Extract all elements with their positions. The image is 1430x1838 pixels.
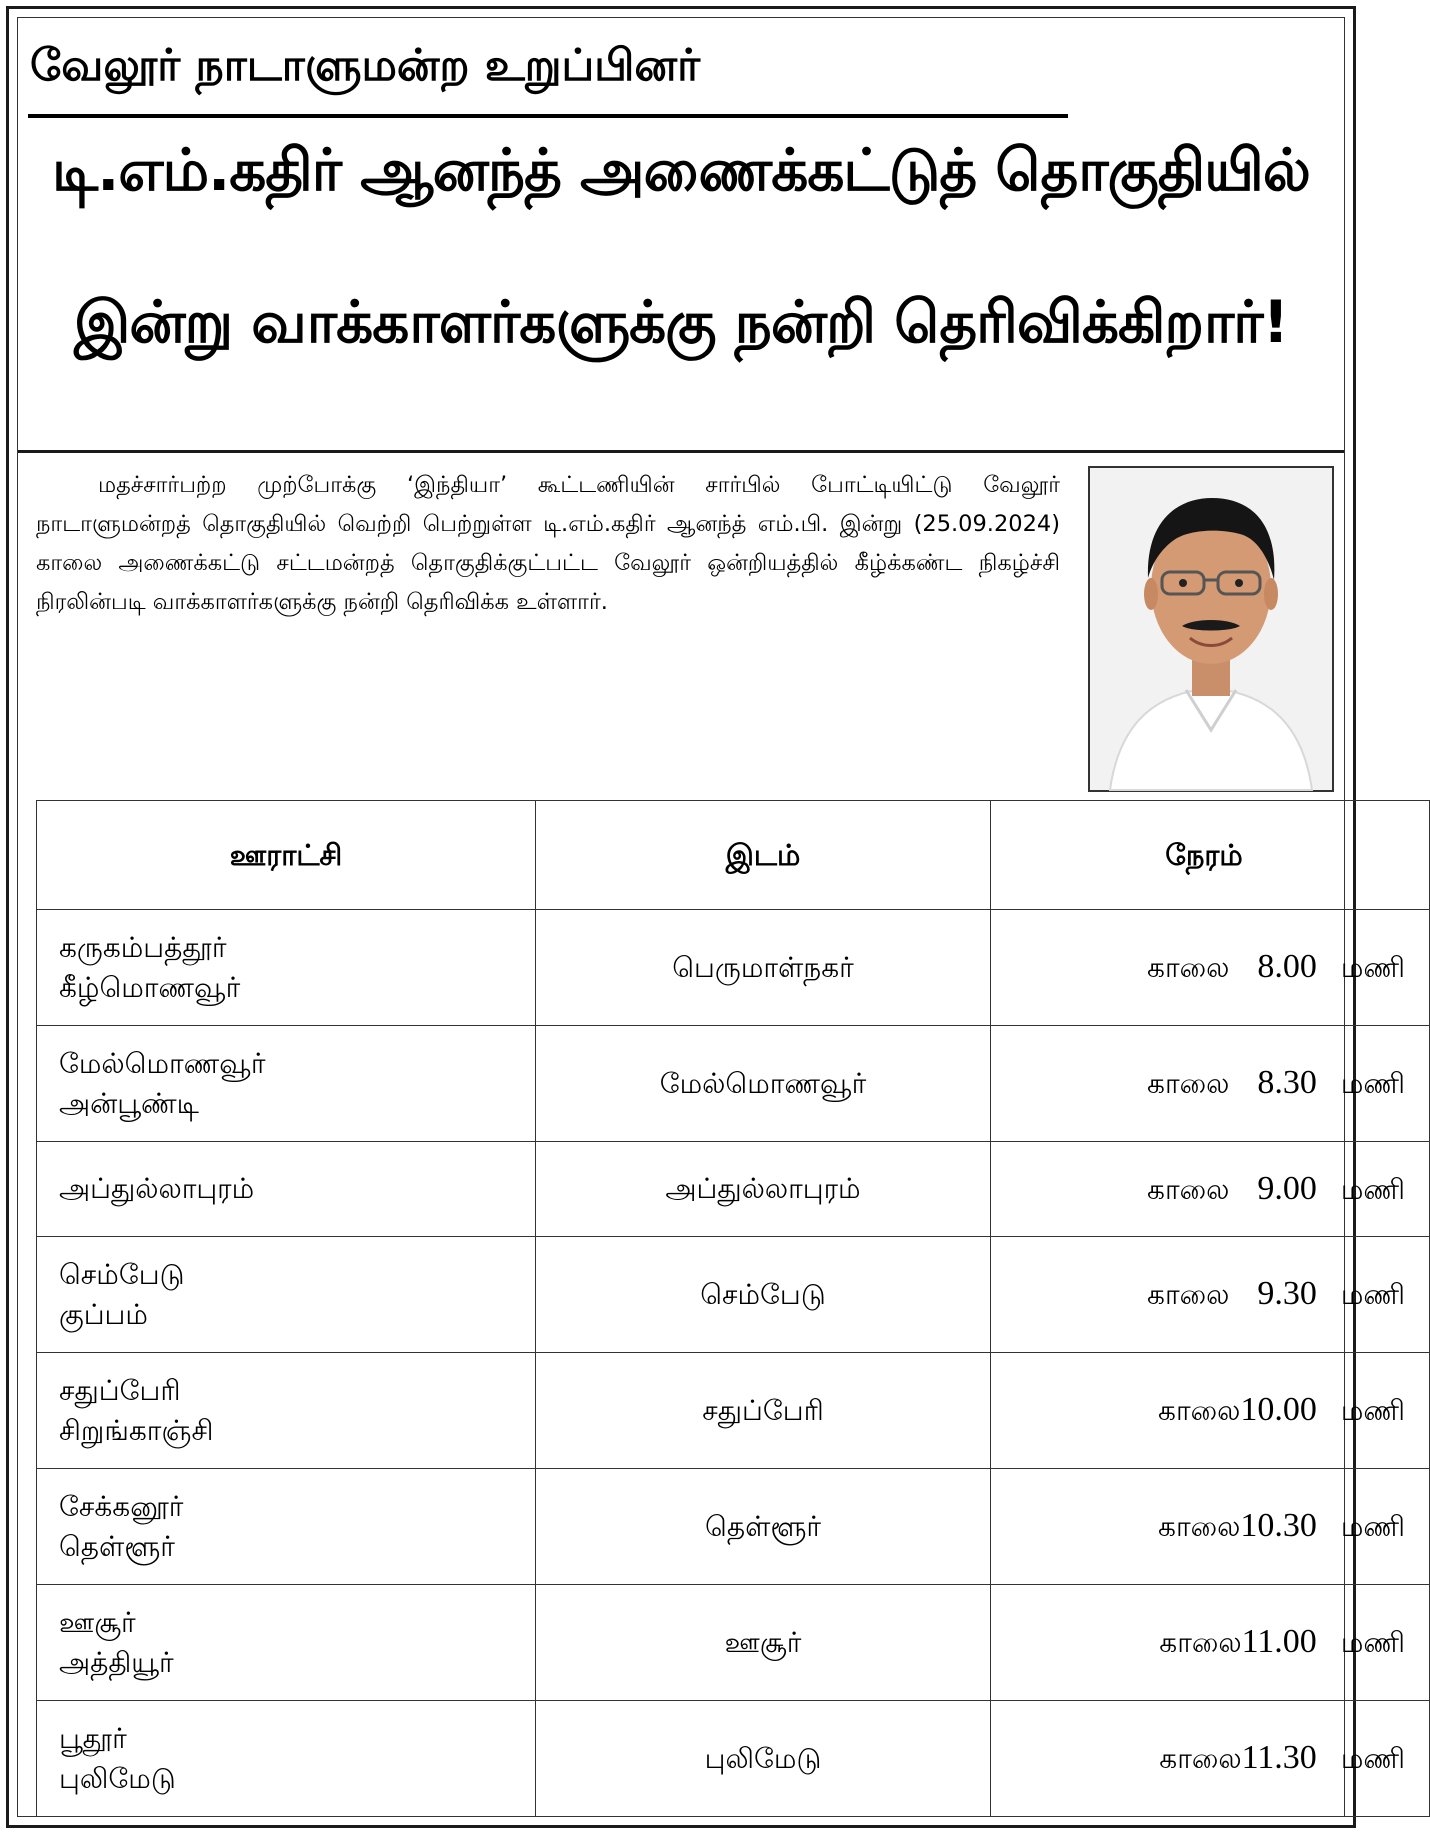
time-cell bbox=[991, 1585, 1430, 1701]
panchayat-name: சேக்கனூர் bbox=[59, 1489, 184, 1523]
table-row bbox=[37, 1353, 1430, 1469]
table-header-row bbox=[37, 801, 1430, 910]
header-box bbox=[18, 18, 1344, 453]
place-cell: பெருமாள்நகர் bbox=[536, 910, 991, 1026]
time-cell bbox=[991, 1026, 1430, 1142]
panchayat-name: கருகம்பத்தூர் bbox=[59, 930, 227, 964]
panchayat-name: சதுப்பேரி bbox=[59, 1373, 181, 1407]
time-cell bbox=[991, 1237, 1430, 1353]
panchayat-cell bbox=[37, 1585, 536, 1701]
place-cell: புலிமேடு bbox=[536, 1701, 991, 1817]
panchayat-name: அன்பூண்டி bbox=[59, 1086, 199, 1120]
mani-label: மணி bbox=[1340, 1172, 1405, 1206]
panchayat-name: பூதூர் bbox=[59, 1721, 127, 1755]
time-cell bbox=[991, 1142, 1430, 1237]
panchayat-name: கீழ்மொணவூர் bbox=[59, 970, 241, 1004]
time-cell bbox=[991, 1701, 1430, 1817]
panchayat-name: மேல்மொணவூர் bbox=[59, 1046, 266, 1080]
kaalai-label: காலை bbox=[1147, 951, 1230, 984]
place-cell: சதுப்பேரி bbox=[536, 1353, 991, 1469]
panchayat-cell bbox=[37, 1701, 536, 1817]
panchayat-name: ஊசூர் bbox=[59, 1605, 136, 1639]
panchayat-cell bbox=[37, 1469, 536, 1585]
header-panchayat: ஊராட்சி bbox=[37, 801, 536, 910]
advertisement-page bbox=[6, 6, 1405, 1828]
mani-label: மணி bbox=[1340, 1278, 1405, 1311]
kaalai-label: காலை bbox=[1158, 1394, 1241, 1427]
headline-line-1: டி.எம்.கதிர் ஆனந்த் அணைக்கட்டுத் தொகுதியில் bbox=[52, 136, 1310, 204]
panchayat-cell bbox=[37, 1142, 536, 1237]
table-row bbox=[37, 1142, 1430, 1237]
place-cell: மேல்மொணவூர் bbox=[536, 1026, 991, 1142]
panchayat-name: குப்பம் bbox=[59, 1297, 148, 1331]
panchayat-cell bbox=[37, 910, 536, 1026]
panchayat-cell bbox=[37, 1237, 536, 1353]
panchayat-name: சிறுங்காஞ்சி bbox=[59, 1413, 214, 1447]
place-cell: அப்துல்லாபுரம் bbox=[536, 1142, 991, 1237]
panchayat-name: அத்தியூர் bbox=[59, 1645, 174, 1679]
table-row bbox=[37, 1585, 1430, 1701]
table-row bbox=[37, 1237, 1430, 1353]
panchayat-name: தெள்ளூர் bbox=[59, 1529, 175, 1563]
table-row bbox=[37, 1701, 1430, 1817]
kaalai-label: காலை bbox=[1147, 1172, 1230, 1206]
table-row bbox=[37, 1026, 1430, 1142]
kaalai-label: காலை bbox=[1159, 1742, 1242, 1775]
table-row bbox=[37, 1469, 1430, 1585]
header-time: நேரம் bbox=[991, 801, 1430, 910]
inner-frame bbox=[17, 17, 1405, 1817]
kaalai-label: காலை bbox=[1158, 1510, 1241, 1543]
mani-label: மணி bbox=[1340, 1626, 1405, 1659]
time-value: 11.00 bbox=[1241, 1623, 1317, 1660]
time-value: 10.00 bbox=[1240, 1391, 1317, 1428]
mp-portrait-photo bbox=[1088, 466, 1334, 792]
mani-label: மணி bbox=[1340, 1394, 1405, 1427]
time-value: 9.30 bbox=[1257, 1275, 1317, 1312]
header-place: இடம் bbox=[536, 801, 991, 910]
place-cell: ஊசூர் bbox=[536, 1585, 991, 1701]
time-value: 10.30 bbox=[1240, 1507, 1317, 1544]
mani-label: மணி bbox=[1340, 1510, 1405, 1543]
time-value: 8.00 bbox=[1257, 948, 1317, 985]
panchayat-cell bbox=[37, 1026, 536, 1142]
subtitle: வேலூர் நாடாளுமன்ற உறுப்பினர் bbox=[30, 40, 701, 91]
panchayat-cell bbox=[37, 1353, 536, 1469]
portrait-illustration bbox=[1090, 468, 1332, 790]
time-value: 11.30 bbox=[1241, 1739, 1317, 1776]
time-value: 9.00 bbox=[1257, 1169, 1317, 1207]
intro-paragraph: மதச்சார்பற்ற முற்போக்கு ‘இந்தியா’ கூட்டணியின் சார்பில் போட்டியிட்டு வேலூர் நாடாளுமன்றத் தொகுதியில் வெற்றி பெற்றுள்ள டி.எம்.கதிர் ஆனந்த் எம்.பி. இன்று (25.09.2024) காலை அணைக்கட்டு சட்டமன்றத் தொகுதிக்குட்பட்ட வேலூர் ஒன்றியத்தில் கீழ்க்கண்ட நிகழ்ச்சி நிரலின்படி வாக்காளர்களுக்கு நன்றி தெரிவிக்க உள்ளார். bbox=[36, 472, 1060, 615]
time-cell bbox=[991, 1469, 1430, 1585]
kaalai-label: காலை bbox=[1159, 1626, 1242, 1659]
time-cell bbox=[991, 910, 1430, 1026]
mani-label: மணி bbox=[1340, 1067, 1405, 1100]
mani-label: மணி bbox=[1340, 1742, 1405, 1775]
panchayat-name: புலிமேடு bbox=[59, 1761, 176, 1795]
kaalai-label: காலை bbox=[1147, 1067, 1230, 1100]
headline-line-2: இன்று வாக்காளர்களுக்கு நன்றி தெரிவிக்கிறார்! bbox=[73, 288, 1289, 356]
kaalai-label: காலை bbox=[1147, 1278, 1230, 1311]
panchayat-name: அப்துல்லாபுரம் bbox=[59, 1172, 255, 1205]
panchayat-name: செம்பேடு bbox=[59, 1257, 185, 1291]
mani-label: மணி bbox=[1340, 951, 1405, 984]
place-cell: செம்பேடு bbox=[536, 1237, 991, 1353]
subtitle-underline bbox=[28, 114, 1068, 118]
time-value: 8.30 bbox=[1257, 1064, 1317, 1101]
place-cell: தெள்ளூர் bbox=[536, 1469, 991, 1585]
time-cell bbox=[991, 1353, 1430, 1469]
table-row bbox=[37, 910, 1430, 1026]
schedule-table bbox=[36, 800, 1430, 1817]
